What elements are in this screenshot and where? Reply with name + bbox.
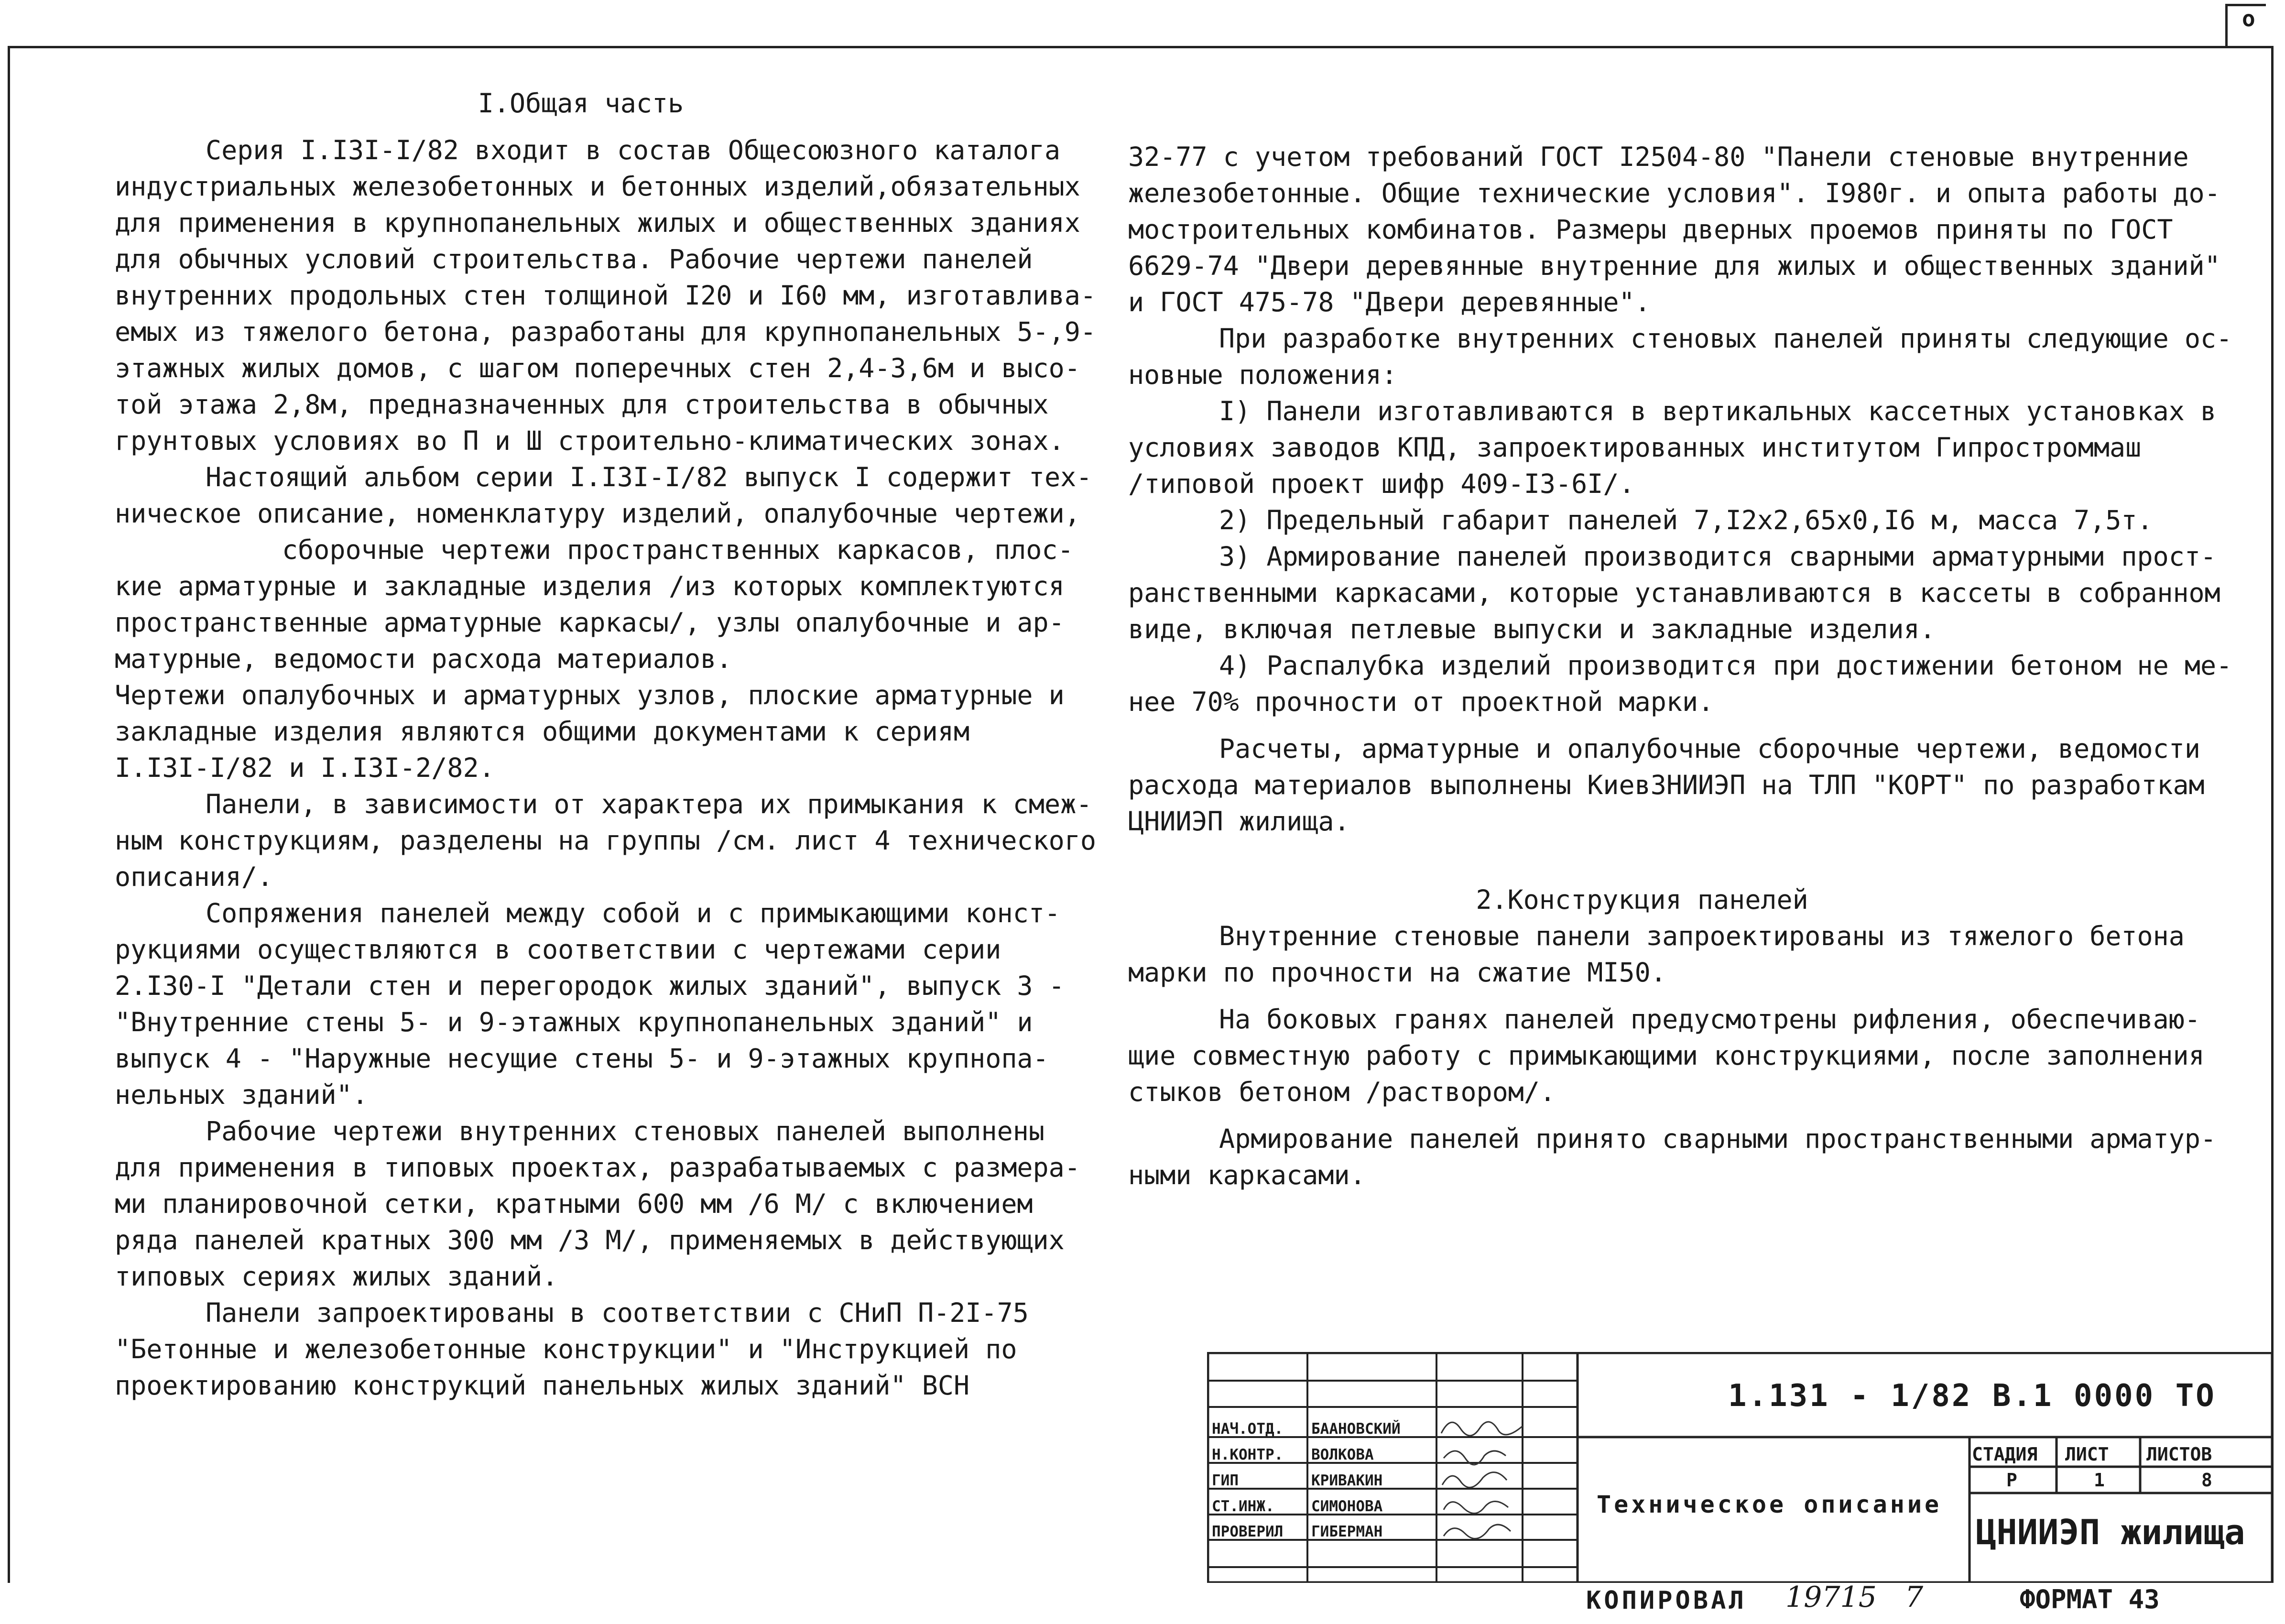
- section-heading-construction: 2.Конструкция панелей: [1476, 884, 1808, 915]
- paragraph-line: 3) Армирование панелей производится сварными арматурными прост-: [1219, 541, 2217, 572]
- paragraph-line: Серия I.I3I-I/82 входит в состав Общесоюзного каталога: [206, 135, 1061, 165]
- paragraph-line: этажных жилых домов, с шагом поперечных стен 2,4-3,6м и высо-: [115, 353, 1080, 383]
- paragraph-line: сборочные чертежи пространственных каркасов, плос-: [282, 534, 1074, 565]
- role-checked: ПРОВЕРИЛ: [1212, 1523, 1284, 1540]
- format-label: ФОРМАТ 43: [2020, 1584, 2160, 1614]
- paragraph-line: для обычных условий строительства. Рабочие чертежи панелей: [115, 244, 1033, 274]
- name-checked: ГИБЕРМАН: [1311, 1523, 1383, 1540]
- sheets-label: ЛИСТОВ: [2146, 1444, 2212, 1465]
- paragraph-line: Настоящий альбом серии I.I3I-I/82 выпуск I содержит тех-: [206, 462, 1092, 492]
- organization-name: ЦНИИЭП жилища: [1976, 1512, 2245, 1552]
- role-head-of-dept: НАЧ.ОТД.: [1212, 1420, 1284, 1438]
- paragraph-line: мостроительных комбинатов. Размеры дверных проемов приняты по ГОСТ: [1128, 214, 2173, 245]
- paragraph-line: ническое описание, номенклатуру изделий, опалубочные чертежи,: [115, 498, 1080, 529]
- paragraph-line: железобетонные. Общие технические условия". I980г. и опыта работы до-: [1128, 178, 2220, 208]
- paragraph-line: Панели запроектированы в соответствии с СНиП П-2I-75: [206, 1297, 1029, 1328]
- role-norm-control: Н.КОНТР.: [1212, 1446, 1284, 1463]
- document-title: Техническое описание: [1597, 1491, 1942, 1518]
- paragraph-line: Армирование панелей принято сварными пространственными арматур-: [1219, 1123, 2217, 1154]
- paragraph-line: новные положения:: [1128, 360, 1397, 390]
- name-norm-control: ВОЛКОВА: [1311, 1446, 1374, 1463]
- paragraph-line: индустриальных железобетонных и бетонных изделий,обязательных: [115, 171, 1080, 202]
- stage-value: Р: [2006, 1470, 2017, 1491]
- paragraph-line: 4) Распалубка изделий производится при достижении бетоном не ме-: [1219, 650, 2232, 681]
- paragraph-line: ЦНИИЭП жилища.: [1128, 806, 1350, 837]
- paragraph-line: 2) Предельный габарит панелей 7,I2x2,65x0,I6 м, масса 7,5т.: [1219, 505, 2153, 535]
- paragraph-line: и ГОСТ 475-78 "Двери деревянные".: [1128, 287, 1651, 317]
- paragraph-line: нее 70% прочности от проектной марки.: [1128, 687, 1714, 717]
- sheet-label: ЛИСТ: [2065, 1444, 2109, 1465]
- paragraph-line: расхода материалов выполнены КиевЗНИИЭП на ТЛП "КОРТ" по разработкам: [1128, 770, 2205, 800]
- signatures: [1441, 1422, 1523, 1538]
- corner-mark: о: [2242, 6, 2255, 32]
- right-column: [1128, 139, 2232, 1193]
- paragraph-line: для применения в типовых проектах, разрабатываемых с размера-: [115, 1152, 1080, 1183]
- paragraph-line: типовых сериях жилых зданий.: [115, 1261, 558, 1292]
- paragraph-line: 6629-74 "Двери деревянные внутренние для жилых и общественных зданий": [1128, 251, 2220, 281]
- paragraph-line: ряда панелей кратных 300 мм /3 М/, применяемых в действующих: [115, 1225, 1065, 1255]
- paragraph-line: нельных зданий".: [115, 1079, 368, 1110]
- paragraph-line: 2.I30-I "Детали стен и перегородок жилых зданий", выпуск 3 -: [115, 970, 1065, 1001]
- paragraph-line: ным конструкциям, разделены на группы /см. лист 4 технического: [115, 825, 1096, 856]
- paragraph-line: I.I3I-I/82 и I.I3I-2/82.: [115, 752, 495, 783]
- role-senior-engineer: СТ.ИНЖ.: [1212, 1498, 1274, 1515]
- copied-label: КОПИРОВАЛ: [1586, 1586, 1747, 1615]
- left-column: [115, 85, 1096, 1404]
- paragraph-line: виде, включая петлевые выпуски и закладные изделия.: [1128, 614, 1936, 644]
- role-chief-engineer: ГИП: [1212, 1472, 1239, 1489]
- paragraph-line: проектированию конструкций панельных жилых зданий" ВСН: [115, 1370, 970, 1401]
- paragraph-line: 32-77 с учетом требований ГОСТ I2504-80 "Панели стеновые внутренние: [1128, 142, 2189, 172]
- paragraph-line: кие арматурные и закладные изделия /из которых комплектуются: [115, 571, 1065, 601]
- paragraph-line: матурные, ведомости расхода материалов.: [115, 643, 732, 674]
- paragraph-line: закладные изделия являются общими документами к сериям: [115, 716, 970, 747]
- paragraph-line: I) Панели изготавливаются в вертикальных кассетных установках в: [1219, 396, 2217, 426]
- paragraph-line: для применения в крупнопанельных жилых и общественных зданиях: [115, 207, 1080, 238]
- title-block: [1207, 1352, 2273, 1583]
- document-code: 1.131 - 1/82 В.1 0000 ТО: [1728, 1378, 2216, 1414]
- paragraph-line: выпуск 4 - "Наружные несущие стены 5- и 9-этажных крупнопа-: [115, 1043, 1049, 1074]
- paragraph-line: внутренних продольных стен толщиной I20 и I60 мм, изготавлива-: [115, 280, 1096, 311]
- sheets-value: 8: [2201, 1470, 2212, 1491]
- paragraph-line: "Бетонные и железобетонные конструкции" и "Инструкцией по: [115, 1334, 1017, 1364]
- paragraph-line: пространственные арматурные каркасы/, узлы опалубочные и ар-: [115, 607, 1065, 638]
- paragraph-line: На боковых гранях панелей предусмотрены рифления, обеспечиваю-: [1219, 1004, 2200, 1035]
- paragraph-line: Рабочие чертежи внутренних стеновых панелей выполнены: [206, 1116, 1045, 1146]
- copied-extra: 7: [1905, 1580, 1924, 1614]
- paragraph-line: той этажа 2,8м, предназначенных для строительства в обычных: [115, 389, 1049, 420]
- copied-number: 19715: [1785, 1580, 1877, 1614]
- paragraph-line: Панели, в зависимости от характера их примыкания к смеж-: [206, 789, 1092, 819]
- name-senior-engineer: СИМОНОВА: [1311, 1498, 1383, 1515]
- paragraph-line: ми планировочной сетки, кратными 600 мм /6 М/ с включением: [115, 1188, 1033, 1219]
- paragraph-line: марки по прочности на сжатие MI50.: [1128, 957, 1666, 988]
- paragraph-line: описания/.: [115, 861, 273, 892]
- paragraph-line: Внутренние стеновые панели запроектированы из тяжелого бетона: [1219, 921, 2185, 951]
- paragraph-line: условиях заводов КПД, запроектированных институтом Гипростроммаш: [1128, 432, 2142, 463]
- paragraph-line: ранственными каркасами, которые устанавливаются в кассеты в собранном: [1128, 578, 2220, 608]
- paragraph-line: Сопряжения панелей между собой и с примыкающими конст-: [206, 898, 1061, 928]
- paragraph-line: Расчеты, арматурные и опалубочные сборочные чертежи, ведомости: [1219, 733, 2200, 764]
- paragraph-line: грунтовых условиях во П и Ш строительно-климатических зонах.: [115, 425, 1065, 456]
- paragraph-line: ными каркасами.: [1128, 1160, 1366, 1190]
- paragraph-line: Чертежи опалубочных и арматурных узлов, плоские арматурные и: [115, 680, 1065, 710]
- paragraph-line: стыков бетоном /раствором/.: [1128, 1077, 1556, 1107]
- paragraph-line: емых из тяжелого бетона, разработаны для крупнопанельных 5-,9-: [115, 316, 1096, 347]
- paragraph-line: "Внутренние стены 5- и 9-этажных крупнопанельных зданий" и: [115, 1007, 1033, 1037]
- name-head-of-dept: БААНОВСКИЙ: [1311, 1420, 1401, 1438]
- section-heading-general: I.Общая часть: [478, 88, 684, 119]
- paragraph-line: При разработке внутренних стеновых панелей приняты следующие ос-: [1219, 323, 2232, 354]
- name-chief-engineer: КРИВАКИН: [1311, 1472, 1383, 1489]
- paragraph-line: рукциями осуществляются в соответствии с чертежами серии: [115, 934, 1001, 965]
- stage-label: СТАДИЯ: [1972, 1444, 2038, 1465]
- paragraph-line: /типовой проект шифр 409-I3-6I/.: [1128, 469, 1635, 499]
- paragraph-line: щие совместную работу с примыкающими конструкциями, после заполнения: [1128, 1040, 2205, 1071]
- sheet-value: 1: [2094, 1470, 2105, 1491]
